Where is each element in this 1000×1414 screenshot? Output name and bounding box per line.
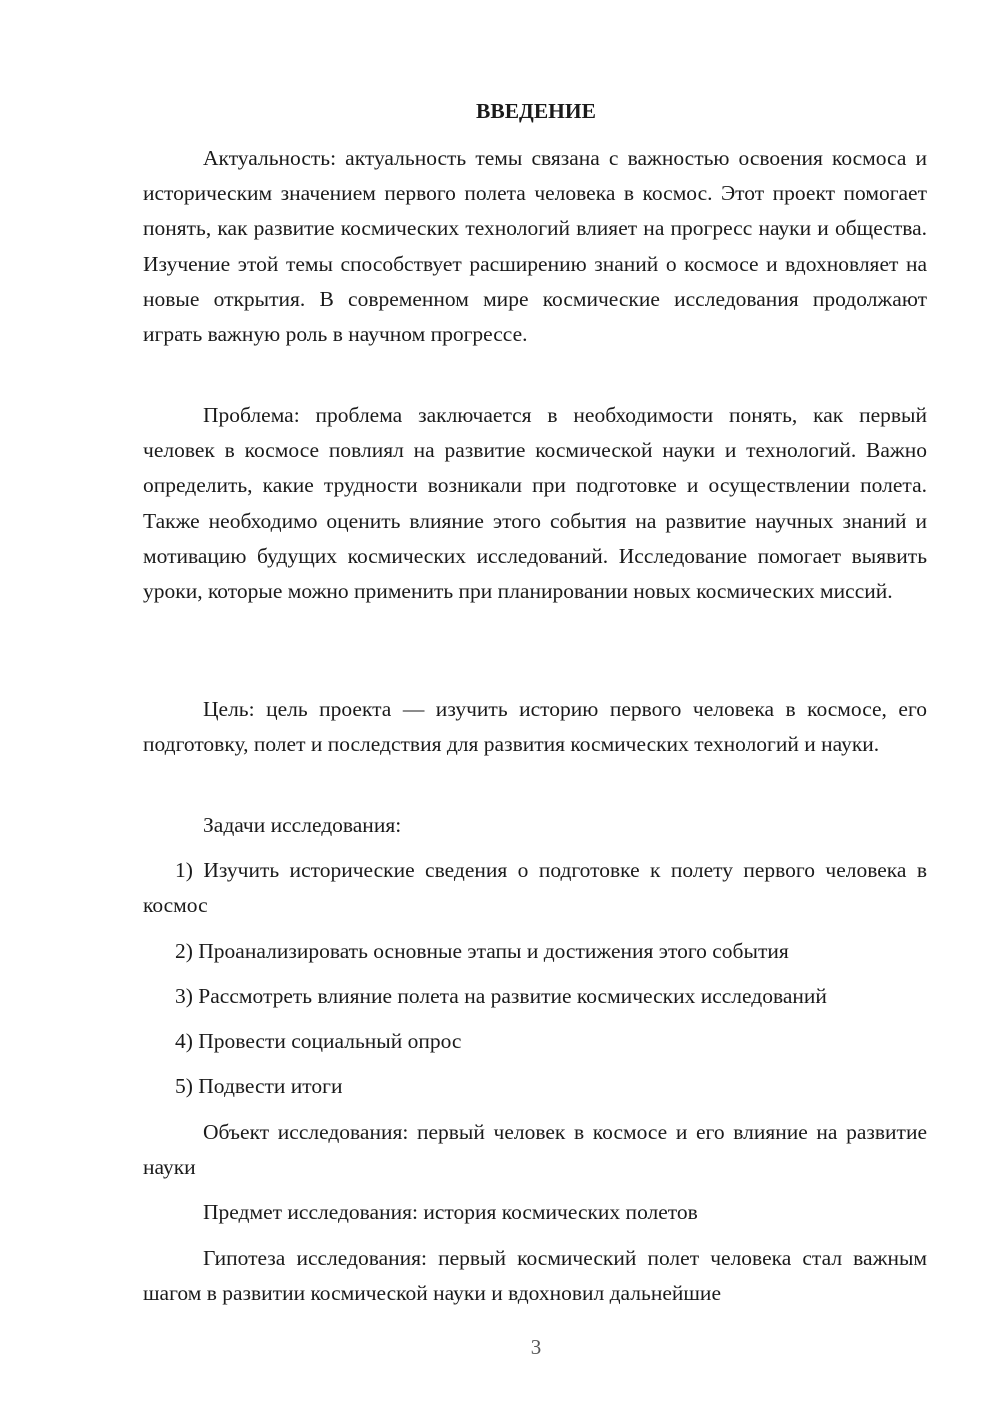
task-item-2: 2) Проанализировать основные этапы и достижения этого события bbox=[175, 939, 789, 963]
page-number: 3 bbox=[530, 1335, 542, 1359]
subject-paragraph: Предмет исследования: история космических полетов bbox=[203, 1200, 698, 1224]
problem-paragraph: Проблема: проблема заключается в необходимости понять, как первый человек в космосе повлиял на развитие космической науки и технологий. Важно определить, какие трудности возникали при подготовке и осуществлении полета. Также необходимо оценить влияние этого события на развитие научных знаний и мотивацию будущих космических исследований. Исследование помогает выявить уроки, которые можно применить при планировании новых космических миссий. bbox=[143, 403, 927, 604]
goal-paragraph: Цель: цель проекта — изучить историю первого человека в космосе, его подготовку, полет и последствия для развития космических технологий и науки. bbox=[143, 697, 927, 757]
task-item-1: 1) Изучить исторические сведения о подготовке к полету первого человека в космос bbox=[143, 858, 927, 918]
task-item-3: 3) Рассмотреть влияние полета на развитие космических исследований bbox=[175, 984, 827, 1008]
task-item-4: 4) Провести социальный опрос bbox=[175, 1029, 462, 1053]
hypothesis-paragraph: Гипотеза исследования: первый космический полет человека стал важным шагом в развитии космической науки и вдохновил дальнейшие bbox=[143, 1246, 927, 1306]
task-item-5: 5) Подвести итоги bbox=[175, 1074, 343, 1098]
tasks-title: Задачи исследования: bbox=[203, 813, 402, 837]
object-paragraph: Объект исследования: первый человек в космосе и его влияние на развитие науки bbox=[143, 1120, 927, 1180]
page-title: ВВЕДЕНИЕ bbox=[476, 99, 596, 123]
relevance-paragraph: Актуальность: актуальность темы связана с важностью освоения космоса и историческим значением первого полета человека в космос. Этот проект помогает понять, как развитие космических технологий влияет на прогресс науки и общества. Изучение этой темы способствует расширению знаний о космосе и вдохновляет на новые открытия. В современном мире космические исследования продолжают играть важную роль в научном прогрессе. bbox=[143, 146, 927, 347]
